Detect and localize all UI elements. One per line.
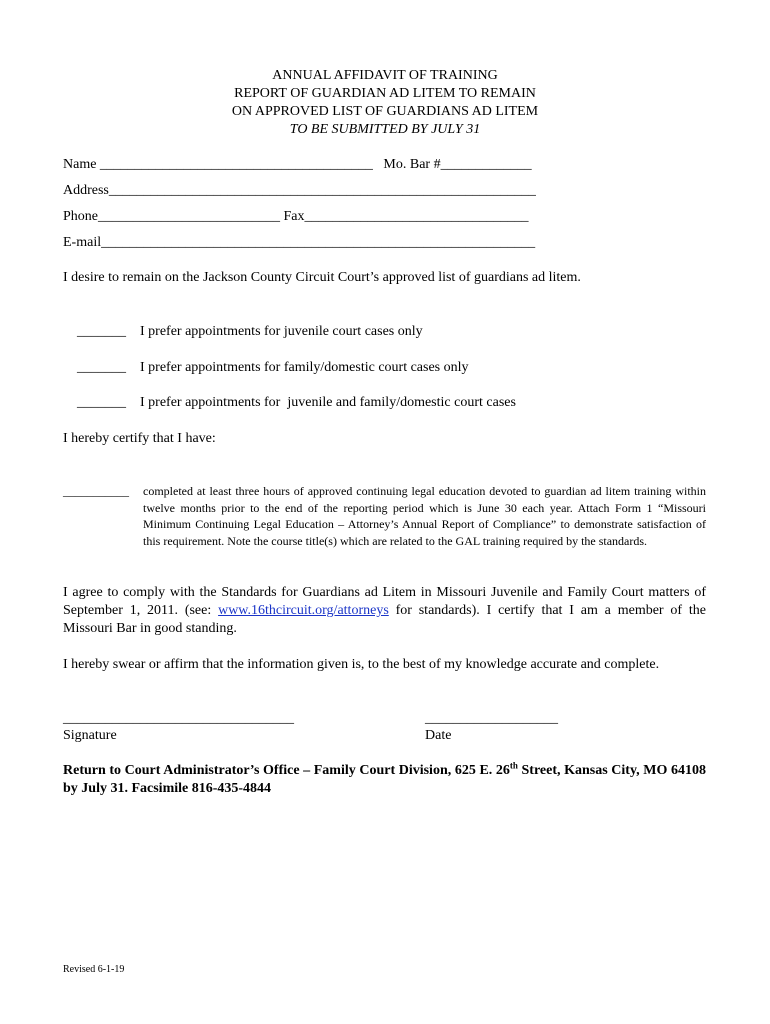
preference-blank[interactable]: _______ <box>77 324 126 339</box>
title-deadline: TO BE SUBMITTED BY JULY 31 <box>289 122 481 137</box>
preference-label: I prefer appointments for family/domestic court cases only <box>140 360 469 375</box>
agreement-paragraph <box>63 584 706 638</box>
return-text-part2: Street, Kansas City, MO 64108 by July 31. Facsimile 816-435-4844 <box>63 763 706 796</box>
preference-label: I prefer appointments for juvenile and family/domestic court cases <box>140 395 516 410</box>
preference-blank[interactable]: _______ <box>77 395 126 410</box>
certify-heading: I hereby certify that I have: <box>63 431 216 446</box>
return-text-part1: Return to Court Administrator’s Office – Family Court Division, 625 E. 26 <box>63 763 510 778</box>
title-line-3: ON APPROVED LIST OF GUARDIANS AD LITEM <box>231 104 539 119</box>
revision-date: Revised 6-1-19 <box>63 964 125 975</box>
agreement-text-before: I agree to comply with the Standards for Guardians ad Litem in Missouri Juvenile and Family Court matters of September 1, 2011. (see: <box>63 585 706 618</box>
oath-statement: I hereby swear or affirm that the information given is, to the best of my knowledge accurate and complete. <box>63 657 660 672</box>
signature-line[interactable]: _________________________________ <box>63 711 294 726</box>
standards-link[interactable]: www.16thcircuit.org/attorneys <box>218 603 389 618</box>
name-and-bar-field[interactable]: Name _______________________________________ Mo. Bar #_____________ <box>63 157 532 172</box>
date-line[interactable]: ___________________ <box>425 711 558 726</box>
agreement-text-after: for standards). I certify that I am a member of the Missouri Bar in good standing. <box>63 603 706 636</box>
email-field[interactable]: E-mail______________________________________________________________ <box>63 235 536 250</box>
signature-label: Signature <box>63 728 117 743</box>
address-field[interactable]: Address_____________________________________________________________ <box>63 183 536 198</box>
intro-statement: I desire to remain on the Jackson County Circuit Court’s approved list of guardians ad litem. <box>63 270 581 285</box>
return-instructions <box>63 762 706 798</box>
return-ordinal-suffix: th <box>509 760 518 771</box>
certification-text: completed at least three hours of approved continuing legal education devoted to guardian ad litem training within twelve months prior to the end of the reporting period which is June 30 each year. Attach Form 1 “Missouri Minimum Continuing Legal Education – Attorney’s Annual Report of Compliance” to demonstrate satisfaction of this requirement. Note the course title(s) which are related to the GAL training required by the standards. <box>143 484 706 548</box>
date-label: Date <box>425 728 452 743</box>
title-line-1: ANNUAL AFFIDAVIT OF TRAINING <box>272 68 498 83</box>
certification-blank[interactable]: ___________ <box>63 484 129 498</box>
preference-option-both[interactable] <box>63 376 516 430</box>
phone-fax-field[interactable]: Phone__________________________ Fax________________________________ <box>63 209 529 224</box>
title-line-2: REPORT OF GUARDIAN AD LITEM TO REMAIN <box>234 86 536 101</box>
document-title <box>0 67 770 139</box>
preference-blank[interactable]: _______ <box>77 360 126 375</box>
preference-label: I prefer appointments for juvenile court cases only <box>140 324 423 339</box>
